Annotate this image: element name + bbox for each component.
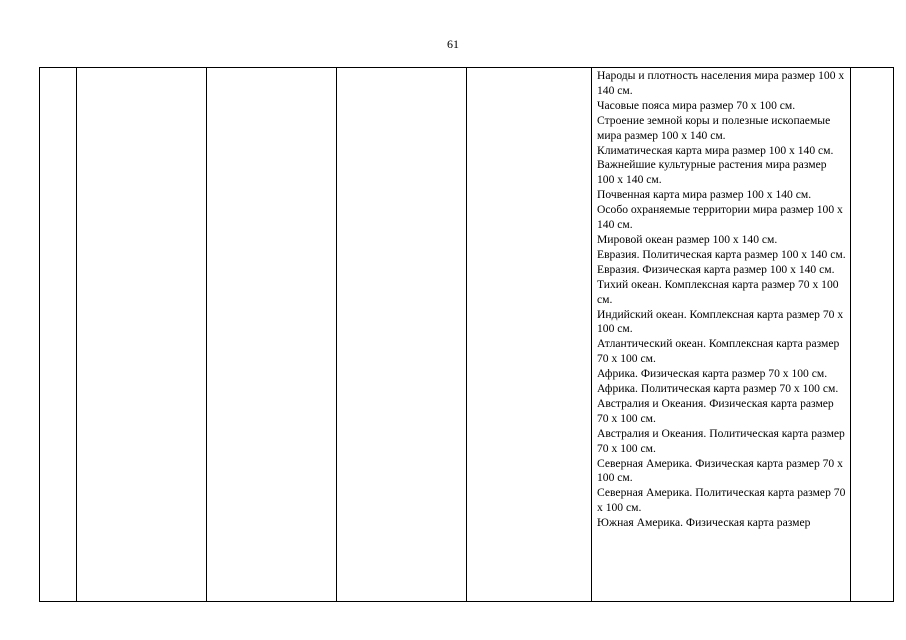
map-item: Народы и плотность населения мира размер 100 х 140 см.: [597, 69, 845, 97]
map-item: Австралия и Океания. Физическая карта размер 70 х 100 см.: [597, 396, 834, 425]
map-item: Важнейшие культурные растения мира размер 100 х 140 см.: [597, 158, 827, 187]
map-item: Северная Америка. Политическая карта размер 70 х 100 см.: [597, 486, 846, 515]
map-item: Часовые пояса мира размер 70 х 100 см.: [597, 98, 796, 112]
table-cell-col-4: [337, 68, 467, 602]
map-item: Индийский океан. Комплексная карта размер 70 х 100 см.: [597, 307, 844, 336]
map-item: Почвенная карта мира размер 100 х 140 см.: [597, 188, 812, 202]
table-cell-col-1: [40, 68, 77, 602]
map-item: Строение земной коры и полезные ископаемые мира размер 100 х 140 см.: [597, 113, 831, 142]
map-item: Атлантический океан. Комплексная карта размер 70 х 100 см.: [597, 337, 840, 366]
map-item: Южная Америка. Физическая карта размер: [597, 516, 811, 530]
map-item: Африка. Политическая карта размер 70 х 100 см.: [597, 382, 839, 396]
table-cell-col-5: [467, 68, 592, 602]
map-item: Мировой океан размер 100 х 140 см.: [597, 232, 778, 246]
table-cell-col-2: [77, 68, 207, 602]
map-item: Австралия и Океания. Политическая карта размер 70 х 100 см.: [597, 426, 845, 455]
table-cell-maps: [592, 68, 851, 602]
table-row: [40, 68, 894, 602]
table-cell-col-3: [207, 68, 337, 602]
document-table: [39, 67, 894, 602]
map-item: Евразия. Политическая карта размер 100 х 140 см.: [597, 247, 846, 261]
map-item: Особо охраняемые территории мира размер 100 х 140 см.: [597, 203, 843, 232]
map-item: Северная Америка. Физическая карта размер 70 х 100 см.: [597, 456, 843, 485]
map-item: Африка. Физическая карта размер 70 х 100 см.: [597, 367, 828, 381]
map-item: Тихий океан. Комплексная карта размер 70 х 100 см.: [597, 277, 839, 306]
table-cell-col-7: [851, 68, 894, 602]
maps-list: [592, 68, 850, 531]
map-item: Евразия. Физическая карта размер 100 х 140 см.: [597, 262, 835, 276]
page-number: 61: [447, 37, 459, 51]
map-item: Климатическая карта мира размер 100 х 140 см.: [597, 143, 834, 157]
